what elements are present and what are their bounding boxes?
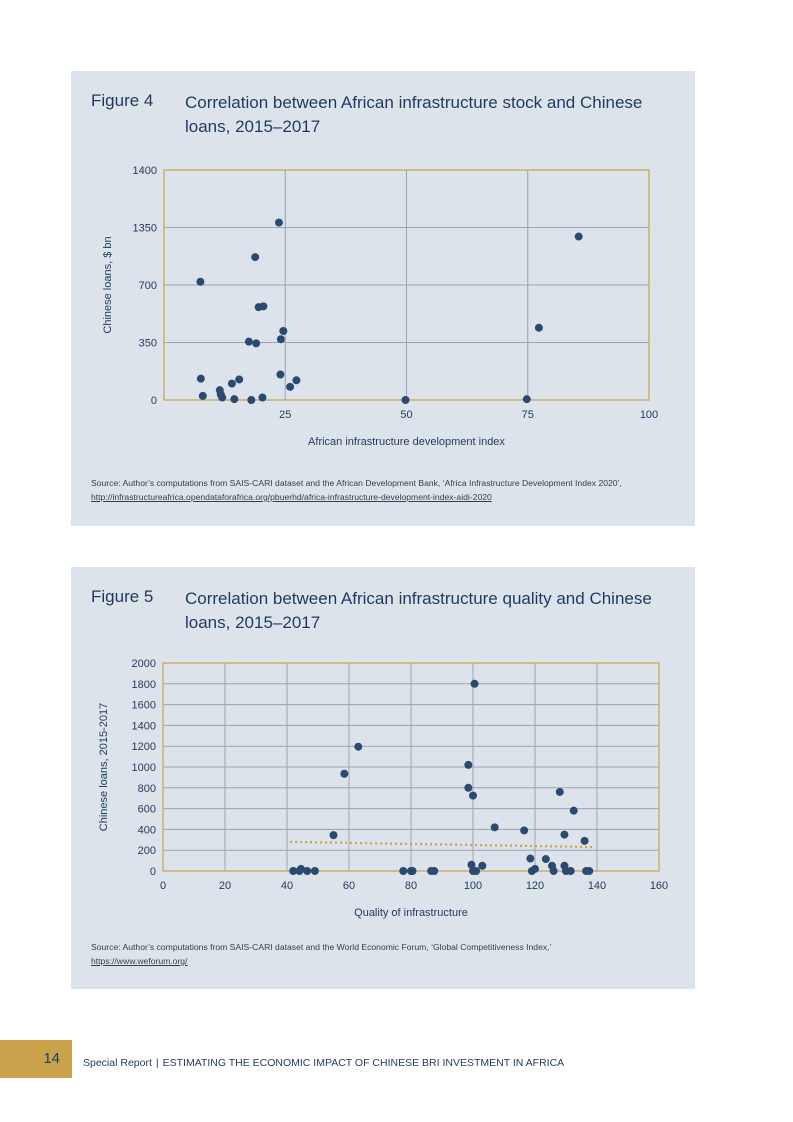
- fig5-x-tick-label: 60: [342, 880, 356, 892]
- fig4-data-point: [292, 376, 300, 384]
- fig5-data-point: [354, 743, 362, 751]
- figure-5-panel: [71, 567, 695, 989]
- fig4-y-tick-label: 700: [138, 280, 157, 292]
- figure-5-label: Figure 5: [91, 587, 154, 606]
- fig5-data-point: [330, 831, 338, 839]
- fig4-x-tick-label: 50: [400, 409, 413, 421]
- fig5-data-point: [311, 867, 319, 875]
- fig5-y-tick-label: 200: [137, 845, 156, 858]
- fig5-data-point: [469, 792, 477, 800]
- fig5-data-point: [464, 784, 472, 792]
- fig5-data-point: [409, 867, 417, 875]
- fig4-data-point: [575, 233, 583, 241]
- fig5-data-point: [550, 867, 558, 875]
- fig4-data-point: [535, 324, 543, 332]
- fig5-y-tick-label: 600: [137, 803, 156, 816]
- fig5-data-point: [556, 788, 564, 796]
- page-number: 14: [0, 1040, 72, 1078]
- fig5-y-tick-label: 400: [137, 824, 156, 837]
- fig5-y-tick-label: 1800: [131, 678, 156, 691]
- fig5-x-axis-title: Quality of infrastructure: [354, 907, 468, 919]
- fig4-data-point: [276, 371, 284, 379]
- fig4-x-tick-label: 25: [279, 409, 292, 421]
- fig5-y-tick-label: 1200: [131, 741, 156, 754]
- fig5-y-tick-label: 2000: [131, 658, 156, 670]
- fig4-data-point: [228, 380, 236, 388]
- fig4-y-tick-label: 0: [150, 395, 157, 407]
- fig5-data-point: [585, 867, 593, 875]
- fig4-data-point: [199, 392, 207, 400]
- footer-report-label: Special Report: [83, 1057, 152, 1069]
- fig4-data-point: [251, 253, 259, 261]
- fig4-y-axis-title: Chinese loans, $ bn: [102, 236, 114, 334]
- footer-report-title: ESTIMATING THE ECONOMIC IMPACT OF CHINESE BRI INVESTMENT IN AFRICA: [162, 1057, 565, 1069]
- fig5-y-tick-label: 1400: [131, 720, 156, 733]
- fig5-data-point: [570, 807, 578, 815]
- fig5-data-point: [478, 862, 486, 870]
- fig5-y-tick-label: 1000: [131, 762, 156, 774]
- fig4-data-point: [402, 396, 410, 404]
- fig4-data-point: [523, 395, 531, 403]
- figure-5-source: [91, 940, 681, 968]
- fig4-data-point: [245, 338, 253, 346]
- fig5-y-tick-label: 800: [137, 782, 156, 795]
- figure-4-title: Correlation between African infrastructure stock and Chinese loans, 2015–2017: [185, 93, 643, 136]
- fig4-data-point: [235, 375, 243, 383]
- fig4-data-point: [275, 219, 283, 227]
- fig4-y-tick-label: 1350: [132, 222, 157, 235]
- fig4-data-point: [252, 339, 260, 347]
- fig4-data-point: [247, 396, 255, 404]
- fig5-data-point: [542, 855, 550, 863]
- fig5-data-point: [526, 855, 534, 863]
- fig5-data-point: [472, 867, 480, 875]
- fig5-y-axis-title: Chinese loans, 2015-2017: [98, 702, 110, 832]
- fig5-data-point: [399, 867, 407, 875]
- footer-running-title: [83, 1040, 564, 1086]
- fig5-data-point: [520, 826, 528, 834]
- fig4-data-point: [218, 394, 226, 402]
- fig5-data-point: [560, 831, 568, 839]
- figure-4-source-text: Source: Author’s computations from SAIS-CARI dataset and the African Development Bank, ‘Africa Infrastructure Development Index 2020’,: [91, 478, 622, 488]
- fig5-data-point: [464, 761, 472, 769]
- fig5-data-point: [567, 867, 575, 875]
- fig5-data-point: [303, 867, 311, 875]
- fig5-x-tick-label: 160: [649, 880, 669, 892]
- fig5-y-tick-label: 1600: [131, 699, 156, 712]
- figure-4-source: [91, 476, 681, 504]
- fig4-data-point: [258, 394, 266, 402]
- fig4-data-point: [197, 375, 205, 383]
- fig4-y-tick-label: 350: [138, 337, 157, 350]
- figure-5-source-text: Source: Author’s computations from SAIS-CARI dataset and the World Economic Forum, ‘Global Competitiveness Index,’: [91, 942, 552, 952]
- figure-4-label: Figure 4: [91, 91, 154, 110]
- fig5-y-tick-label: 0: [149, 866, 156, 878]
- figure-5-scatter-chart: [71, 567, 695, 937]
- page-footer: [0, 1040, 793, 1078]
- fig5-x-tick-label: 100: [463, 880, 483, 892]
- fig5-x-tick-label: 80: [404, 880, 418, 892]
- fig5-x-tick-label: 0: [159, 880, 167, 892]
- fig5-data-point: [430, 867, 438, 875]
- fig5-x-tick-label: 20: [218, 880, 232, 892]
- fig4-x-tick-label: 100: [639, 409, 659, 421]
- figure-5-source-link[interactable]: https://www.weforum.org/: [91, 956, 188, 966]
- fig4-y-tick-label: 1400: [132, 165, 157, 177]
- fig4-data-point: [286, 383, 294, 391]
- fig5-x-tick-label: 140: [587, 880, 607, 892]
- fig5-trendline: [290, 842, 594, 847]
- fig5-data-point: [340, 770, 348, 778]
- figure-5-title: Correlation between African infrastructure quality and Chinese loans, 2015–2017: [185, 589, 652, 632]
- fig5-data-point: [581, 837, 589, 845]
- figure-4-panel: [71, 71, 695, 526]
- fig4-data-point: [277, 335, 285, 343]
- fig5-x-tick-label: 40: [280, 880, 294, 892]
- fig4-x-tick-label: 75: [521, 409, 534, 421]
- fig4-x-axis-title: African infrastructure development index: [308, 436, 505, 448]
- fig5-data-point: [471, 680, 479, 688]
- fig4-data-point: [230, 395, 238, 403]
- fig4-data-point: [279, 327, 287, 335]
- fig5-data-point: [491, 823, 499, 831]
- fig4-data-point: [259, 302, 267, 310]
- figure-4-source-link[interactable]: http://infrastructureafrica.opendataforafrica.org/pbuerhd/africa-infrastructure-development-index-aidi-2020: [91, 492, 492, 502]
- fig5-x-tick-label: 120: [525, 880, 545, 892]
- fig5-data-point: [531, 865, 539, 873]
- footer-separator: |: [155, 1057, 159, 1069]
- figure-4-scatter-chart: [71, 71, 695, 471]
- fig4-data-point: [196, 278, 204, 286]
